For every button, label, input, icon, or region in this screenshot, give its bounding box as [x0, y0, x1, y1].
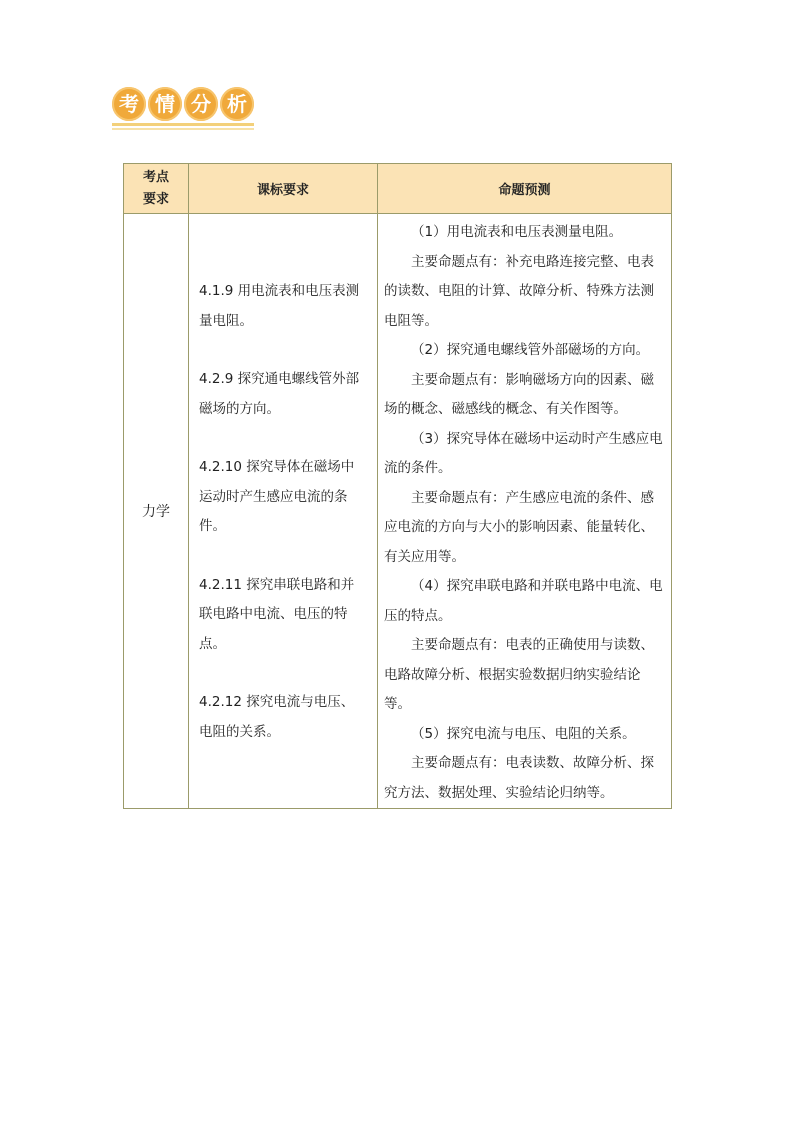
requirement-item: 4.2.9 探究通电螺线管外部磁场的方向。	[199, 371, 360, 417]
header-exam-point-text: 考点 要求	[142, 169, 169, 207]
header-question-prediction	[378, 164, 672, 214]
requirement-item: 4.2.10 探究导体在磁场中运动时产生感应电流的条件。	[199, 459, 355, 534]
prediction-topic: （1）用电流表和电压表测量电阻。	[411, 224, 623, 240]
prediction-points: 主要命题点有：影响磁场方向的因素、磁场的概念、磁感线的概念、有关作图等。	[384, 371, 654, 417]
header-curriculum-requirements-text: 课标要求	[256, 183, 309, 198]
heading-underline-secondary	[112, 128, 254, 130]
header-exam-point	[124, 164, 189, 214]
table-row	[124, 214, 672, 809]
section-heading-badge	[110, 83, 254, 133]
prediction-topic: （4）探究串联电路和并联电路中电流、电压的特点。	[384, 578, 663, 624]
prediction-points: 主要命题点有：产生感应电流的条件、感应电流的方向与大小的影响因素、能量转化、有关应用等。	[384, 489, 654, 565]
heading-char-1: 考	[112, 87, 146, 121]
requirement-item: 4.1.9 用电流表和电压表测量电阻。	[199, 283, 360, 329]
subject-cell	[124, 214, 189, 809]
prediction-topic: （5）探究电流与电压、电阻的关系。	[411, 725, 636, 742]
requirement-item: 4.2.12 探究电流与电压、电阻的关系。	[199, 694, 355, 740]
requirement-item: 4.2.11 探究串联电路和并联电路中电流、电压的特点。	[199, 576, 355, 652]
heading-char-4: 析	[220, 87, 254, 121]
header-curriculum-requirements	[189, 164, 378, 214]
heading-char-3: 分	[184, 87, 218, 121]
prediction-points: 主要命题点有：电表的正确使用与读数、电路故障分析、根据实验数据归纳实验结论等。	[384, 637, 654, 712]
subject-label: 力学	[142, 504, 170, 520]
predictions-cell	[378, 214, 672, 809]
prediction-points: 主要命题点有：补充电路连接完整、电表的读数、电阻的计算、故障分析、特殊方法测电阻等。	[384, 253, 654, 329]
prediction-points: 主要命题点有：电表读数、故障分析、探究方法、数据处理、实验结论归纳等。	[384, 755, 654, 801]
table-header-row	[124, 164, 672, 214]
heading-char-2: 情	[148, 87, 182, 121]
heading-underline	[112, 123, 254, 126]
header-question-prediction-text: 命题预测	[498, 183, 551, 198]
prediction-topic: （2）探究通电螺线管外部磁场的方向。	[411, 342, 650, 358]
exam-analysis-table	[123, 163, 672, 809]
prediction-topic: （3）探究导体在磁场中运动时产生感应电流的条件。	[384, 430, 663, 476]
requirements-cell	[189, 214, 378, 809]
